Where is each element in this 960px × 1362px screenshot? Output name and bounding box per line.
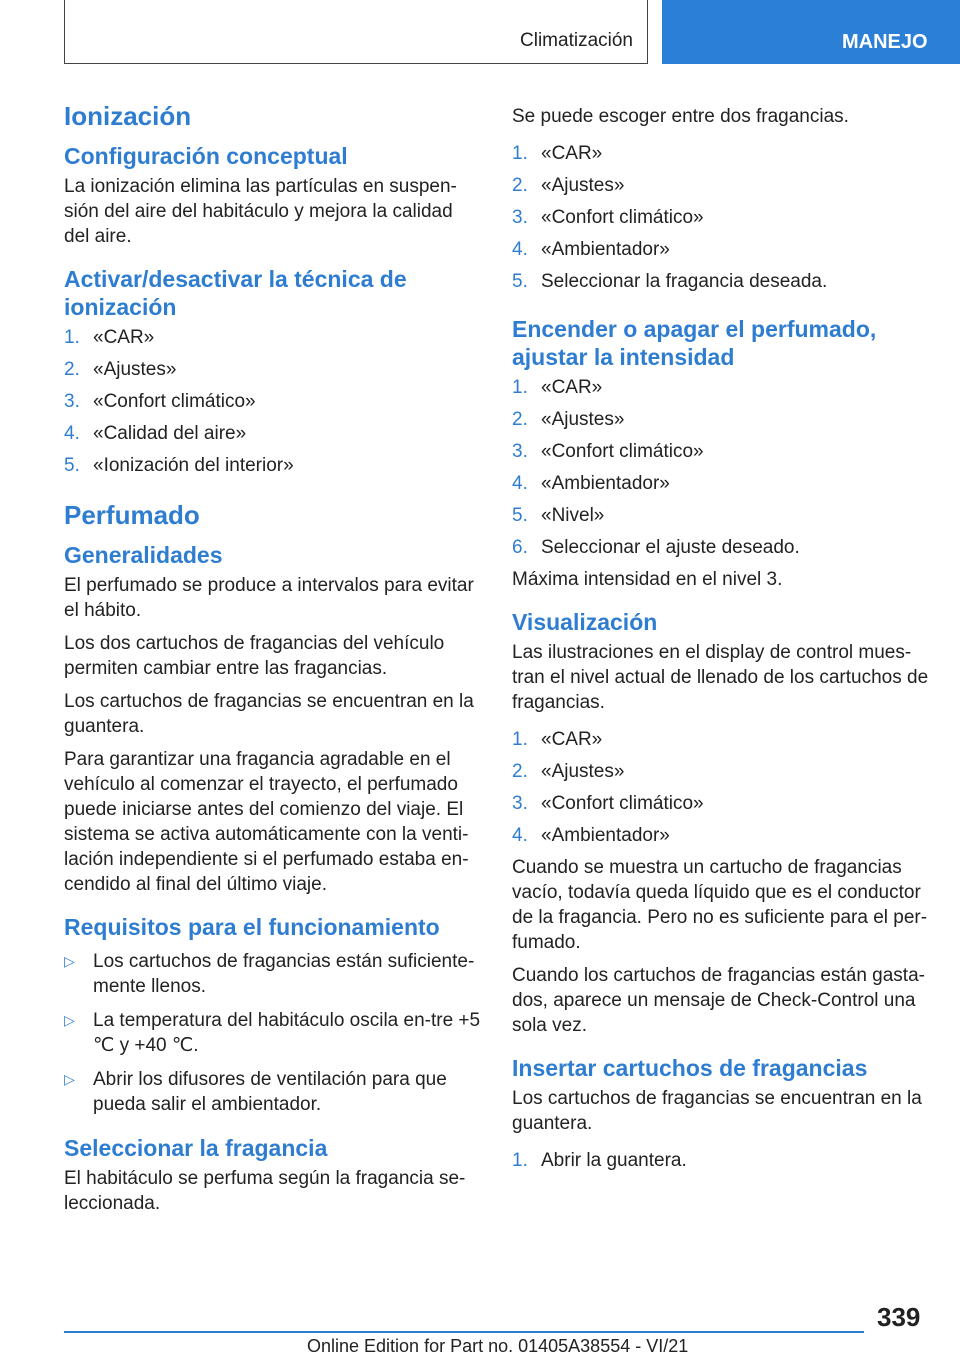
list-item: 3. «Confort climático» — [64, 391, 256, 412]
visualizacion-paragraph: Las ilustraciones en el display de control mues-tran el nivel actual de llenado de los cartuchos de fragancias. — [512, 642, 929, 713]
subsection-title-seleccionar: Seleccionar la fragancia — [64, 1135, 328, 1161]
page-number: 339 — [877, 1302, 921, 1332]
section-title-ionizacion: Ionización — [64, 101, 192, 131]
header-box — [64, 0, 648, 64]
list-item: 2. «Ajustes» — [512, 175, 625, 196]
list-item: ▷ Abrir los difusores de ventilación para que pueda salir el ambientador. — [64, 1069, 447, 1115]
insertar-steps-list — [512, 1148, 930, 1173]
subsection-title-activar: Activar/desactivar la técnica de ionización — [64, 266, 407, 320]
subsection-title-requisitos: Requisitos para el funcionamiento — [64, 914, 440, 940]
list-item: 2. «Ajustes» — [64, 359, 177, 380]
subsection-title-generalidades: Generalidades — [64, 542, 223, 568]
list-item: 2. «Ajustes» — [512, 761, 625, 782]
triangle-bullet-icon: ▷ — [64, 1071, 75, 1087]
list-item: 5. «Nivel» — [512, 505, 605, 526]
list-item: 3. «Confort climático» — [512, 441, 704, 462]
header-section-title: Climatización — [520, 30, 633, 51]
list-item: ▷ Los cartuchos de fragancias están suficiente-mente llenos. — [64, 951, 475, 997]
list-item: ▷ La temperatura del habitáculo oscila en-tre +5 ℃ y +40 ℃. — [64, 1010, 481, 1056]
list-item: 1. Abrir la guantera. — [512, 1150, 687, 1171]
header-tab-manejo[interactable]: MANEJO — [662, 0, 960, 64]
left-column — [64, 100, 482, 1224]
maxima-paragraph: Máxima intensidad en el nivel 3. — [512, 569, 783, 590]
subsection-title-insertar: Insertar cartuchos de fragancias — [512, 1055, 868, 1081]
requisitos-list — [64, 949, 482, 1117]
visualizacion-steps-list — [512, 727, 930, 848]
list-item: 3. «Confort climático» — [512, 207, 704, 228]
list-item: 4. «Ambientador» — [512, 239, 670, 260]
list-item: 4. «Ambientador» — [512, 825, 670, 846]
list-item: 1. «CAR» — [512, 377, 603, 398]
footer-divider — [64, 1331, 864, 1333]
list-item: 2. «Ajustes» — [512, 409, 625, 430]
triangle-bullet-icon: ▷ — [64, 1012, 75, 1028]
subsection-title-concept: Configuración conceptual — [64, 143, 348, 169]
encender-steps-list — [512, 375, 930, 560]
insertar-paragraph: Los cartuchos de fragancias se encuentran en la guantera. — [512, 1088, 922, 1134]
seleccionar-paragraph: El habitáculo se perfuma según la fragancia se-leccionada. — [64, 1168, 466, 1214]
triangle-bullet-icon: ▷ — [64, 953, 75, 969]
subsection-title-visualizacion: Visualización — [512, 609, 658, 635]
fragancia-intro: Se puede escoger entre dos fragancias. — [512, 106, 849, 127]
section-title-perfumado: Perfumado — [64, 500, 200, 530]
list-item: 4. «Calidad del aire» — [64, 423, 247, 444]
activar-steps-list — [64, 325, 482, 478]
fragancia-steps-list — [512, 141, 930, 294]
list-item: 5. «Ionización del interior» — [64, 455, 294, 476]
concept-paragraph: La ionización elimina las partículas en suspen-sión del aire del habitáculo y mejora la calidad del aire. — [64, 176, 457, 247]
subsection-title-encender: Encender o apagar el perfumado, ajustar la intensidad — [512, 316, 877, 370]
list-item: 4. «Ambientador» — [512, 473, 670, 494]
generalidades-paragraph: El perfumado se produce a intervalos para evitar el hábito. — [64, 575, 474, 621]
list-item: 1. «CAR» — [512, 143, 603, 164]
generalidades-paragraph: Para garantizar una fragancia agradable en el vehículo al comenzar el trayecto, el perfumado puede iniciarse antes del comienzo del viaje. El sistema se activa automáticamente con la venti-lación independiente si el perfumado estaba en-cendido al final del último viaje. — [64, 749, 469, 895]
list-item: 3. «Confort climático» — [512, 793, 704, 814]
footer-edition-text: Online Edition for Part no. 01405A38554 - VI/21 — [307, 1336, 689, 1356]
visualizacion-paragraph: Cuando los cartuchos de fragancias están gasta-dos, aparece un mensaje de Check-Control una sola vez. — [512, 965, 925, 1036]
list-item: 5. Seleccionar la fragancia deseada. — [512, 271, 828, 292]
list-item: 1. «CAR» — [64, 327, 155, 348]
list-item: 1. «CAR» — [512, 729, 603, 750]
generalidades-paragraph: Los dos cartuchos de fragancias del vehículo permiten cambiar entre las fragancias. — [64, 633, 445, 679]
visualizacion-paragraph: Cuando se muestra un cartucho de fragancias vacío, todavía queda líquido que es el conductor de la fragancia. Pero no es suficiente para el per-fumado. — [512, 857, 928, 953]
right-column — [512, 104, 930, 1180]
generalidades-paragraph: Los cartuchos de fragancias se encuentran en la guantera. — [64, 691, 474, 737]
list-item: 6. Seleccionar el ajuste deseado. — [512, 537, 800, 558]
